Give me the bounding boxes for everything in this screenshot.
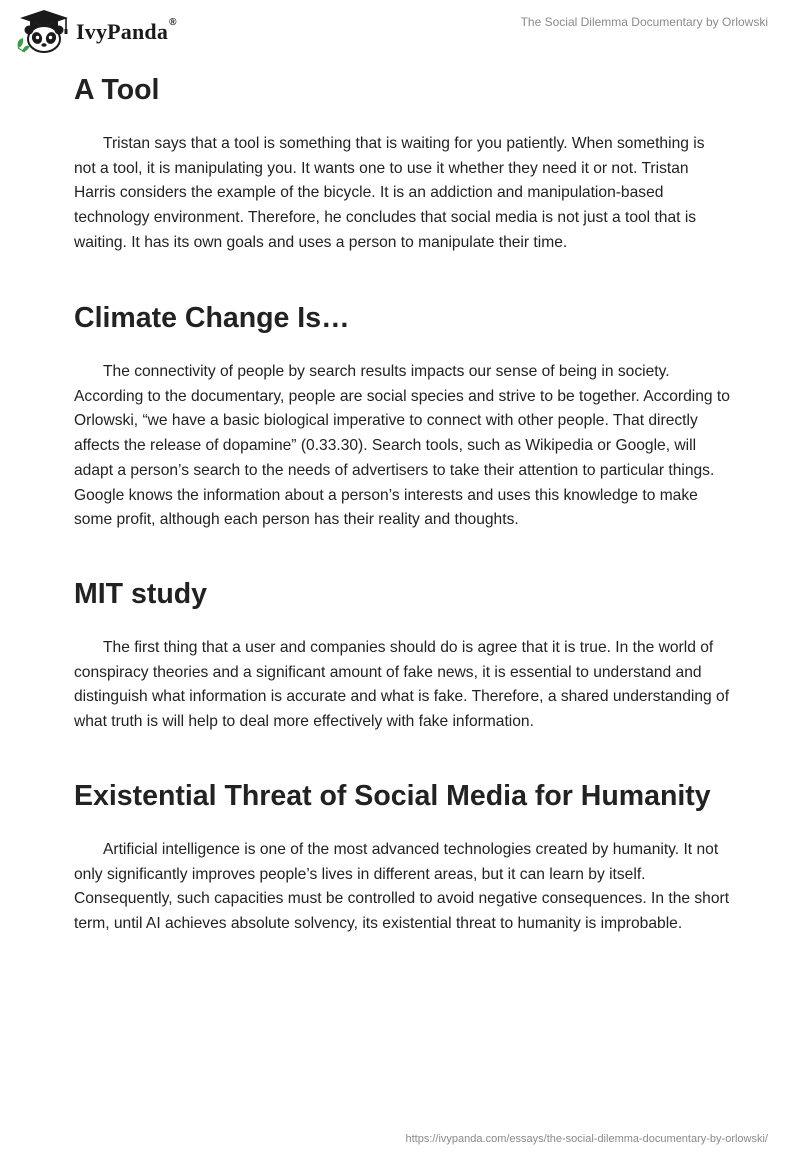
section-paragraph: Tristan says that a tool is something that is waiting for you patiently. When something is not a tool, it is manipulating you. It wants one to use it whether they need it or not. Tristan Harris considers the example of the bicycle. It is an addiction and manipulation-based technology environment. Therefore, he concludes that social media is not just a tool that is waiting. It has its own goals and uses a person to manipulate their time. (74, 135, 705, 251)
section-mit-study (74, 574, 730, 735)
section-paragraph: The first thing that a user and companies should do is agree that it is true. In the world of conspiracy theories and a significant amount of fake news, it is essential to understand and distinguish what information is accurate and what is fake. Therefore, a shared understanding of what truth is will help to deal more effectively with fake information. (74, 639, 730, 731)
source-url[interactable]: https://ivypanda.com/essays/the-social-dilemma-documentary-by-orlowski/ (405, 1133, 768, 1145)
section-heading: A Tool (74, 74, 160, 106)
registered-mark: ® (169, 17, 177, 28)
panda-graduate-icon (14, 8, 74, 54)
section-a-tool (74, 70, 730, 256)
running-title: The Social Dilemma Documentary by Orlowski (520, 15, 768, 29)
section-paragraph: Artificial intelligence is one of the most advanced technologies created by humanity. It not only significantly improves people’s lives in different areas, but it can learn by itself. Consequently, such capacities must be controlled to avoid negative consequences. In the short term, until AI achieves absolute solvency, its existential threat to humanity is improbable. (74, 841, 730, 933)
section-heading: Existential Threat of Social Media for Humanity (74, 780, 711, 812)
page-header (0, 0, 800, 60)
section-heading: Climate Change Is… (74, 302, 350, 334)
section-climate-change (74, 298, 730, 533)
section-paragraph: The connectivity of people by search results impacts our sense of being in society. According to the documentary, people are social species and strive to be together. According to Orlowski, “we have a basic biological imperative to connect with other people. That directly affects the release of dopamine” (0.33.30). Search tools, such as Wikipedia or Google, will adapt a person’s search to the needs of advertisers to take their attention to particular things. Google knows the information about a person’s interests and uses this knowledge to make some profit, although each person has their reality and thoughts. (74, 363, 730, 529)
section-existential-threat (74, 776, 730, 937)
logo-wordmark: IvyPanda® (76, 17, 177, 44)
ivypanda-logo[interactable] (14, 8, 177, 54)
section-heading: MIT study (74, 578, 207, 610)
